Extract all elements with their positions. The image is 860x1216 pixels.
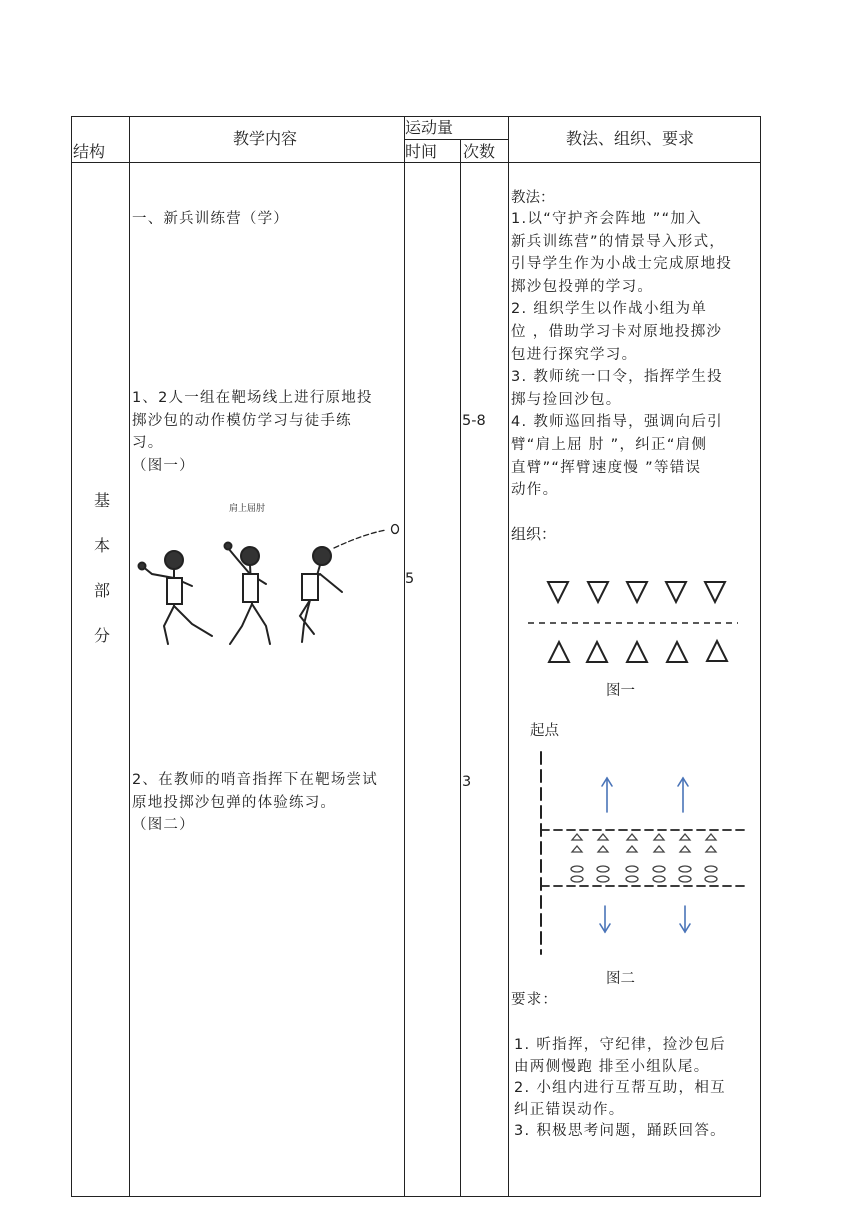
method-line: 臂“肩上屈 肘 ”，纠正“肩侧 [511, 436, 708, 453]
table-left-border [71, 116, 72, 1197]
requirement-line: 1. 听指挥，守纪律，捡沙包后 [514, 1037, 726, 1053]
item1-line: 习。 [132, 435, 164, 451]
header-method: 教法、组织、要求 [566, 129, 695, 148]
col-divider-4 [508, 116, 509, 1197]
load-subheader-line [404, 139, 509, 140]
method-line: 2. 组织学生以作战小组为单 [511, 301, 708, 318]
method-line: 4. 教师巡回指导，强调向后引 [511, 414, 723, 431]
count-value-item2: 3 [462, 774, 472, 790]
requirement-line: 纠正错误动作。 [514, 1101, 625, 1118]
figure2-caption: 图二 [606, 971, 635, 987]
item1-line: 1、2人一组在靶场线上进行原地投 [132, 390, 373, 406]
method-line: 新兵训练营”的情景导入形式， [511, 233, 726, 250]
method-line: 包进行探究学习。 [511, 346, 638, 363]
illustration-caption: 肩上屈肘 [229, 504, 266, 514]
formation-diagram-1 [526, 576, 746, 668]
formation-diagram-2 [530, 746, 752, 958]
method-line: 1.以“守护齐会阵地 ”“加入 [511, 211, 702, 227]
method-line: 动作。 [511, 482, 559, 499]
throwing-illustration [134, 516, 404, 656]
method-line: 位 ，借助学习卡对原地投掷沙 [511, 323, 723, 340]
method-line: 掷沙包投弹的学习。 [511, 278, 654, 295]
method-line: 引导学生作为小战士完成原地投 [511, 256, 733, 273]
item2-line: 2、在教师的哨音指挥下在靶场尝试 [132, 772, 378, 788]
method-text [511, 208, 732, 502]
structure-char: 基 [93, 491, 110, 510]
structure-char: 本 [93, 536, 110, 555]
time-value-item1: 5 [405, 571, 415, 587]
method-line: 3. 教师统一口令，指挥学生投 [511, 369, 723, 386]
item2-text [132, 769, 378, 837]
structure-label [90, 488, 114, 668]
requirement-line: 3. 积极思考问题，踊跃回答。 [514, 1123, 726, 1139]
header-count: 次数 [463, 142, 496, 161]
requirement-line: 2. 小组内进行互帮互助，相互 [514, 1080, 726, 1096]
table-right-border [760, 116, 761, 1197]
method-line: 直臂”“挥臂速度慢 ”等错误 [511, 459, 702, 476]
requirements-title: 要求： [511, 992, 559, 1008]
requirement-line: 由两侧慢跑 排至小组队尾。 [514, 1058, 710, 1075]
structure-char: 部 [93, 581, 110, 600]
table-bottom-border [71, 1196, 761, 1197]
header-load: 运动量 [405, 118, 454, 137]
col-divider-3 [460, 139, 461, 1197]
count-value-item1: 5-8 [462, 413, 486, 429]
start-point-label: 起点 [530, 723, 559, 739]
organization-title: 组织： [511, 525, 557, 543]
item2-line: （图二） [132, 817, 195, 833]
method-line: 掷与捡回沙包。 [511, 391, 622, 408]
structure-char: 分 [93, 626, 110, 645]
item1-line: （图一） [132, 457, 195, 474]
section-title: 一、新兵训练营（学） [132, 211, 289, 227]
item1-line: 掷沙包的动作模仿学习与徒手练 [132, 412, 352, 429]
item2-line: 原地投掷沙包弹的体验练习。 [132, 794, 337, 811]
col-divider-1 [129, 116, 130, 1197]
method-title: 教法： [511, 190, 555, 206]
header-time: 时间 [405, 142, 438, 161]
header-content: 教学内容 [233, 129, 298, 148]
header-structure: 结构 [73, 142, 106, 161]
col-divider-2 [404, 116, 405, 1197]
item1-text [132, 387, 373, 477]
requirements-text [514, 1035, 726, 1143]
figure1-caption: 图一 [606, 683, 635, 699]
